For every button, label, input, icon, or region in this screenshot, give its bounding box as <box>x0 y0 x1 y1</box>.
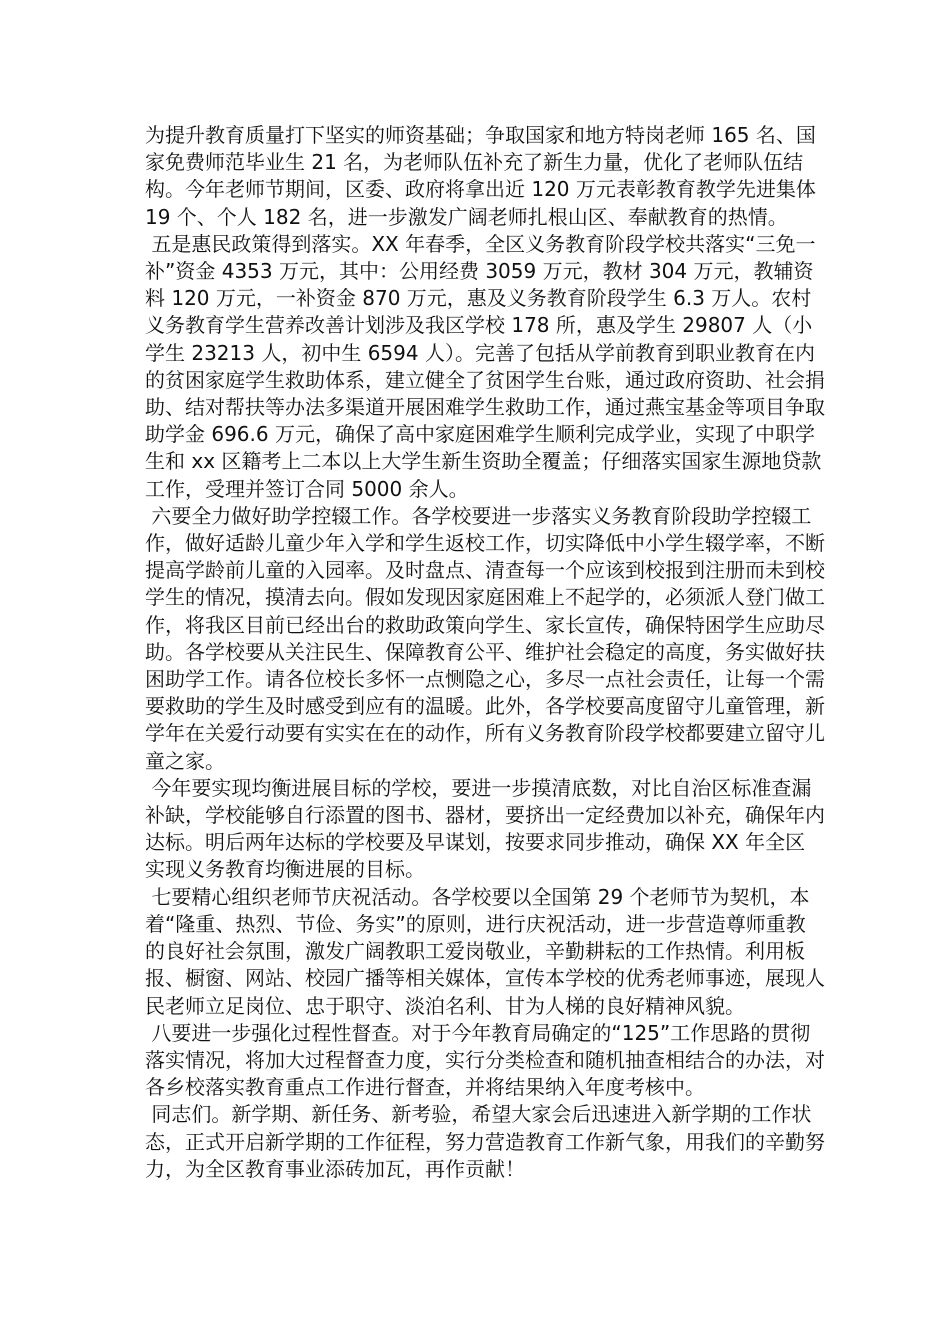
paragraph-dropout-control: 六要全力做好助学控辍工作。各学校要进一步落实义务教育阶段助学控辍工作，做好适龄儿童少年入学和学生返校工作，切实降低中小学生辍学率，不断提高学龄前儿童的入园率。及时盘点、清查每一个应该到校报到注册而未到校学生的情况，摸清去向。假如发现因家庭困难上不起学的，必须派人登门做工作，将我区目前已经出台的救助政策向学生、家长宣传，确保特困学生应助尽助。各学校要从关注民生、保障教育公平、维护社会稳定的高度，务实做好扶困助学工作。请各位校长多怀一点恻隐之心，多尽一点社会责任，让每一个需要救助的学生及时感受到应有的温暖。此外，各学校要高度留守儿童管理，新学年在关爱行动要有实实在在的动作，所有义务教育阶段学校都要建立留守儿童之家。 <box>145 503 825 773</box>
document-body <box>145 122 825 1183</box>
paragraph-balanced-development: 今年要实现均衡进展目标的学校，要进一步摸清底数，对比自治区标准查漏补缺，学校能够自行添置的图书、器材，要挤出一定经费加以补充，确保年内达标。明后两年达标的学校要及早谋划，按要求同步推动，确保 XX 年全区实现义务教育均衡进展的目标。 <box>145 775 825 882</box>
paragraph-policy-implementation: 五是惠民政策得到落实。XX 年春季，全区义务教育阶段学校共落实“三免一补”资金 4353 万元，其中：公用经费 3059 万元，教材 304 万元，教辅资料 120 万元，一补资金 870 万元，惠及义务教育阶段学生 6.3 万人。农村义务教育学生营养改善计划涉及我区学校 178 所，惠及学生 29807 人（小学生 23213 人，初中生 6594 人）。完善了包括从学前教育到职业教育在内的贫困家庭学生救助体系，建立健全了贫困学生台账，通过政府资助、社会捐助、结对帮扶等办法多渠道开展困难学生救助工作，通过燕宝基金等项目争取助学金 696.6 万元，确保了高中家庭困难学生顺利完成学业，实现了中职学生和 xx 区籍考上二本以上大学生新生资助全覆盖；仔细落实国家生源地贷款工作，受理并签订合同 5000 余人。 <box>145 231 825 501</box>
paragraph-closing: 同志们。新学期、新任务、新考验，希望大家会后迅速进入新学期的工作状态，正式开启新学期的工作征程，努力营造教育工作新气象，用我们的辛勤努力，为全区教育事业添砖加瓦，再作贡献！ <box>145 1102 825 1181</box>
paragraph-teachers-day: 七要精心组织老师节庆祝活动。各学校要以全国第 29 个老师节为契机，本着“隆重、热烈、节俭、务实”的原则，进行庆祝活动，进一步营造尊师重教的良好社会氛围，激发广阔教职工爱岗敬业，辛勤耕耘的工作热情。利用板报、橱窗、网站、校园广播等相关媒体，宣传本学校的优秀老师事迹，展现人民老师立足岗位、忠于职守、淡泊名利、甘为人梯的良好精神风貌。 <box>145 884 825 1018</box>
paragraph-teacher-team: 为提升教育质量打下坚实的师资基础；争取国家和地方特岗老师 165 名、国家免费师范毕业生 21 名，为老师队伍补充了新生力量，优化了老师队伍结构。今年老师节期间，区委、政府将拿出近 120 万元表彰教育教学先进集体 19 个、个人 182 名，进一步激发广阔老师扎根山区、奉献教育的热情。 <box>145 123 823 229</box>
paragraph-process-supervision: 八要进一步强化过程性督查。对于今年教育局确定的“125”工作思路的贯彻落实情况，将加大过程督查力度，实行分类检查和随机抽查相结合的办法，对各乡校落实教育重点工作进行督查，并将结果纳入年度考核中。 <box>145 1020 825 1100</box>
